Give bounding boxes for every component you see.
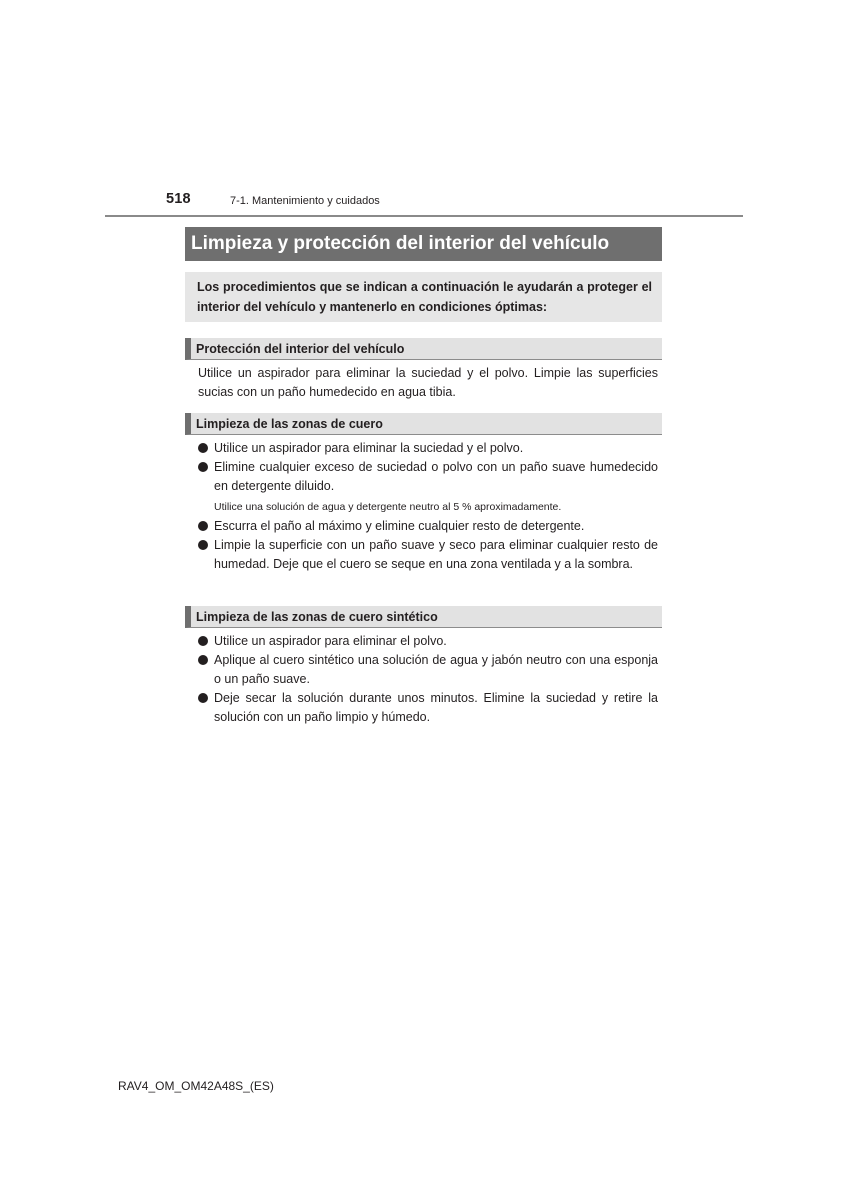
leather-cleaning-list (198, 439, 658, 574)
list-item: Utilice un aspirador para eliminar la suciedad y el polvo. (198, 439, 658, 458)
synthetic-leather-cleaning-list (198, 632, 658, 727)
bullet-icon (198, 462, 208, 472)
bullet-icon (198, 636, 208, 646)
document-code: RAV4_OM_OM42A48S_(ES) (118, 1079, 274, 1093)
section-heading-interior-protection: Protección del interior del vehículo (185, 338, 662, 360)
page-title: Limpieza y protección del interior del vehículo (185, 227, 662, 261)
section-heading-synthetic-leather: Limpieza de las zonas de cuero sintético (185, 606, 662, 628)
detergent-note: Utilice una solución de agua y detergente neutro al 5 % aproximadamente. (214, 501, 562, 513)
intro-box (185, 272, 662, 322)
bullet-icon (198, 443, 208, 453)
chapter-heading: 7-1. Mantenimiento y cuidados (230, 195, 380, 207)
bullet-icon (198, 693, 208, 703)
list-item: Elimine cualquier exceso de suciedad o polvo con un paño suave humedecido en detergente diluido. (198, 458, 658, 496)
bullet-icon (198, 521, 208, 531)
list-item: Escurra el paño al máximo y elimine cualquier resto de detergente. (198, 517, 658, 536)
intro-text: Los procedimientos que se indican a continuación le ayudarán a proteger el interior del vehículo y mantenerlo en condiciones óptimas: (197, 280, 652, 314)
section-paragraph-interior-protection: Utilice un aspirador para eliminar la suciedad y el polvo. Limpie las superficies sucias con un paño humedecido en agua tibia. (198, 366, 658, 399)
list-item: Utilice un aspirador para eliminar el polvo. (198, 632, 658, 651)
bullet-icon (198, 655, 208, 665)
section-heading-leather: Limpieza de las zonas de cuero (185, 413, 662, 435)
list-item: Limpie la superficie con un paño suave y seco para eliminar cualquier resto de humedad. Deje que el cuero se seque en una zona ventilada y a la sombra. (198, 536, 658, 574)
page-number: 518 (166, 191, 191, 207)
header-divider (105, 215, 743, 217)
list-item: Aplique al cuero sintético una solución de agua y jabón neutro con una esponja o un paño suave. (198, 651, 658, 689)
list-item: Deje secar la solución durante unos minutos. Elimine la suciedad y retire la solución con un paño limpio y húmedo. (198, 689, 658, 727)
bullet-icon (198, 540, 208, 550)
